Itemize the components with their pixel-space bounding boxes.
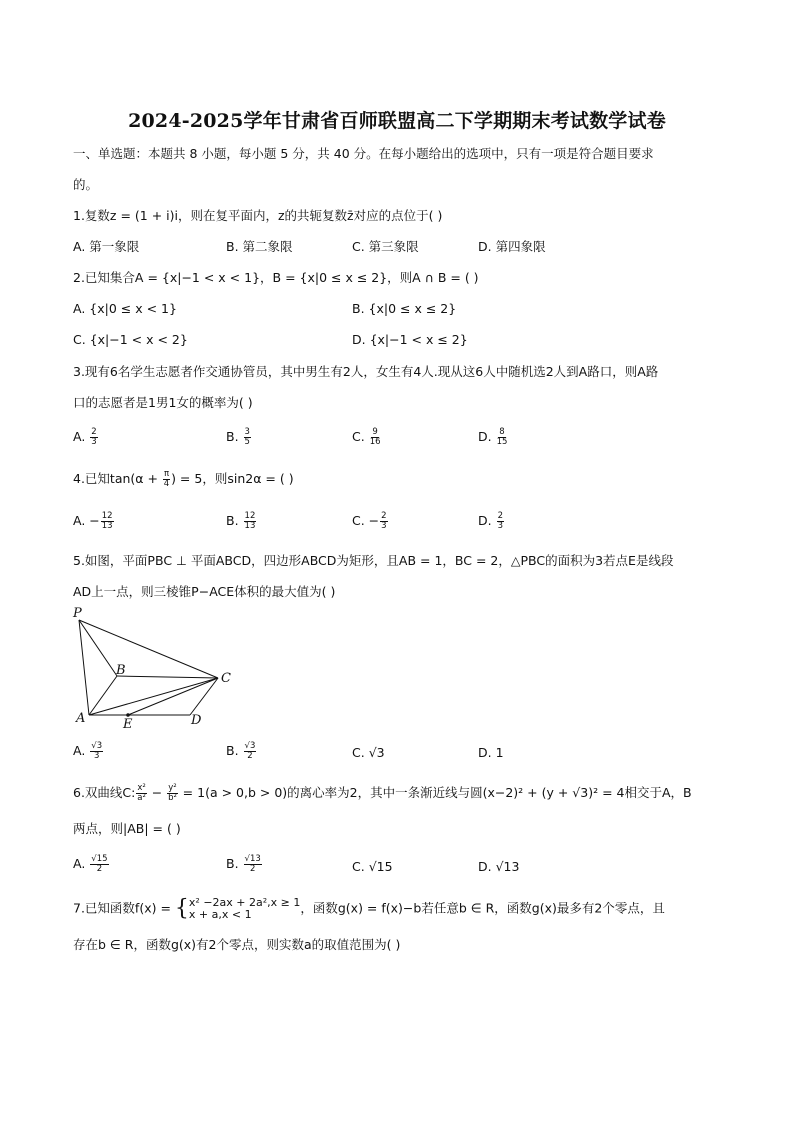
option-value: 1 <box>495 745 504 760</box>
option-label: C. <box>352 859 365 874</box>
q4-option-a <box>73 512 115 531</box>
option-label: A. − <box>73 513 100 528</box>
piecewise-cases <box>189 897 300 921</box>
option-label: B. <box>226 856 239 871</box>
q5-stem-line2: AD上一点，则三棱锥P−ACE体积的最大值为( ) <box>73 584 336 599</box>
q2-option-c: C. {x|−1 < x < 2} <box>73 332 188 347</box>
label-e: E <box>123 717 133 732</box>
numerator: √3 <box>91 741 103 751</box>
q3-option-c <box>352 428 382 447</box>
denominator: 3 <box>94 751 100 761</box>
numerator: √3 <box>244 741 256 751</box>
fraction <box>244 512 257 531</box>
numerator: 2 <box>497 511 504 521</box>
edge-ac <box>89 678 218 715</box>
edge-pa <box>79 620 89 715</box>
denominator: 2 <box>96 864 103 874</box>
left-brace: { <box>174 896 189 921</box>
option-value: √15 <box>368 859 393 874</box>
q4-stem-post: ) = 5，则sin2α = ( ) <box>171 471 294 486</box>
q5-option-c <box>352 744 385 762</box>
fraction <box>370 428 381 447</box>
q6-stem-line2: 两点，则|AB| = ( ) <box>73 821 181 836</box>
q7-stem-post: ，函数g(x) = f(x)−b若任意b ∈ R，函数g(x)最多有2个零点，且 <box>300 900 665 916</box>
q1-option-c: C. 第三象限 <box>352 239 419 254</box>
option-label: D. <box>478 745 492 760</box>
q6-option-d <box>478 858 519 876</box>
fraction <box>244 742 257 761</box>
label-p: P <box>73 606 82 621</box>
fraction <box>244 428 251 447</box>
denominator: 16 <box>369 437 381 447</box>
q3-option-a <box>73 428 99 447</box>
q2-option-b: B. {x|0 ≤ x ≤ 2} <box>352 301 457 316</box>
option-label: B. <box>226 429 239 444</box>
option-label: B. <box>226 743 239 758</box>
q2-option-a: A. {x|0 ≤ x < 1} <box>73 301 177 316</box>
q6-option-a <box>73 855 110 874</box>
fraction <box>380 512 387 531</box>
q3-option-b <box>226 428 252 447</box>
fraction <box>163 470 170 489</box>
q3-stem-line2: 口的志愿者是1男1女的概率为( ) <box>73 395 253 410</box>
option-label: C. <box>352 429 365 444</box>
option-label: A. <box>73 743 86 758</box>
option-label: A. <box>73 856 86 871</box>
label-c: C <box>221 671 231 686</box>
q5-option-b <box>226 742 257 761</box>
q2-option-d: D. {x|−1 < x ≤ 2} <box>352 332 468 347</box>
denominator: a² <box>137 793 146 803</box>
piecewise-case-1: x² −2ax + 2a²,x ≥ 1 <box>188 896 301 909</box>
q6-stem-post: = 1(a > 0,b > 0)的离心率为2，其中一条渐近线与圆(x−2)² + (y + √3)² = 4相交于A，B <box>178 785 692 800</box>
fraction <box>497 512 504 531</box>
q6-option-b <box>226 855 263 874</box>
fraction <box>244 855 262 874</box>
q6-stem-pre: 6.双曲线C: <box>73 785 136 800</box>
numerator: 8 <box>499 427 505 437</box>
denominator: 2 <box>247 751 253 761</box>
page-title: 2024-2025学年甘肃省百师联盟高二下学期期末考试数学试卷 <box>128 110 666 132</box>
denominator: 13 <box>101 521 113 531</box>
q1-option-a: A. 第一象限 <box>73 239 140 254</box>
edge-ab <box>89 676 117 715</box>
option-label: B. <box>226 513 239 528</box>
q4-stem-pre: 4.已知tan(α + <box>73 471 162 486</box>
q4-option-d <box>478 512 505 531</box>
section-instruction-cont: 的。 <box>73 177 99 192</box>
section-instruction: 一、单选题：本题共 8 小题，每小题 5 分，共 40 分。在每小题给出的选项中，只有一项是符合题目要求 <box>73 146 654 161</box>
q7-stem-line1 <box>73 897 665 921</box>
option-label: A. <box>73 429 86 444</box>
numerator: 2 <box>381 511 387 521</box>
fraction <box>136 784 146 803</box>
numerator: √15 <box>91 854 108 864</box>
q5-option-d <box>478 744 504 762</box>
denominator: 2 <box>249 864 256 874</box>
q3-stem-line1: 3.现有6名学生志愿者作交通协管员，其中男生有2人，女生有4人.现从这6人中随机选2人到A路口，则A路 <box>73 364 659 379</box>
q2-stem: 2.已知集合A = {x|−1 < x < 1}，B = {x|0 ≤ x ≤ 2}，则A ∩ B = ( ) <box>73 270 479 285</box>
label-d: D <box>191 713 202 728</box>
minus-sign: − <box>147 785 167 800</box>
numerator: 12 <box>244 511 256 521</box>
q1-stem: 1.复数z = (1 + i)i，则在复平面内，z的共轭复数z̄对应的点位于( ) <box>73 208 443 223</box>
denominator: 3 <box>91 437 97 447</box>
label-b: B <box>116 663 126 678</box>
q4-option-b <box>226 512 257 531</box>
numerator: 3 <box>244 427 250 437</box>
fraction <box>497 428 508 447</box>
numerator: √13 <box>244 854 261 864</box>
numerator: π <box>163 469 170 479</box>
numerator: x² <box>137 783 146 793</box>
option-label: D. <box>478 513 492 528</box>
q7-stem-line2: 存在b ∈ R，函数g(x)有2个零点，则实数a的取值范围为( ) <box>73 937 401 952</box>
q1-option-d: D. 第四象限 <box>478 239 546 254</box>
option-value: √13 <box>495 859 520 874</box>
fraction <box>90 855 108 874</box>
q7-stem-pre: 7.已知函数f(x) = <box>73 900 175 916</box>
q5-stem-line1: 5.如图，平面PBC ⊥ 平面ABCD，四边形ABCD为矩形，且AB = 1，BC = 2，△PBC的面积为3若点E是线段 <box>73 553 674 568</box>
q6-option-c <box>352 858 393 876</box>
fraction <box>90 742 103 761</box>
denominator: 15 <box>496 437 508 447</box>
q4-option-c <box>352 512 389 531</box>
option-label: D. <box>478 859 492 874</box>
q3-option-d <box>478 428 508 447</box>
label-a: A <box>76 711 86 726</box>
pyramid-figure <box>70 602 240 732</box>
option-label: C. <box>352 745 365 760</box>
denominator: 3 <box>381 521 387 531</box>
q1-option-b: B. 第二象限 <box>226 239 293 254</box>
denominator: 13 <box>244 521 256 531</box>
q4-stem <box>73 470 294 489</box>
q5-option-a <box>73 742 104 761</box>
option-label: D. <box>478 429 492 444</box>
numerator: 12 <box>101 511 113 521</box>
fraction <box>167 784 177 803</box>
option-label: C. − <box>352 513 380 528</box>
q6-stem-line1 <box>73 784 692 803</box>
fraction <box>90 428 97 447</box>
option-value: √3 <box>368 745 385 760</box>
piecewise-case-2: x + a,x < 1 <box>188 908 252 921</box>
fraction <box>101 512 114 531</box>
edge-bc <box>117 676 218 678</box>
numerator: y² <box>168 783 177 793</box>
edge-pc <box>79 620 218 678</box>
denominator: 5 <box>244 437 250 447</box>
denominator: 4 <box>163 479 170 489</box>
numerator: 2 <box>91 427 97 437</box>
denominator: b² <box>168 793 177 803</box>
numerator: 9 <box>372 427 378 437</box>
denominator: 3 <box>497 521 504 531</box>
